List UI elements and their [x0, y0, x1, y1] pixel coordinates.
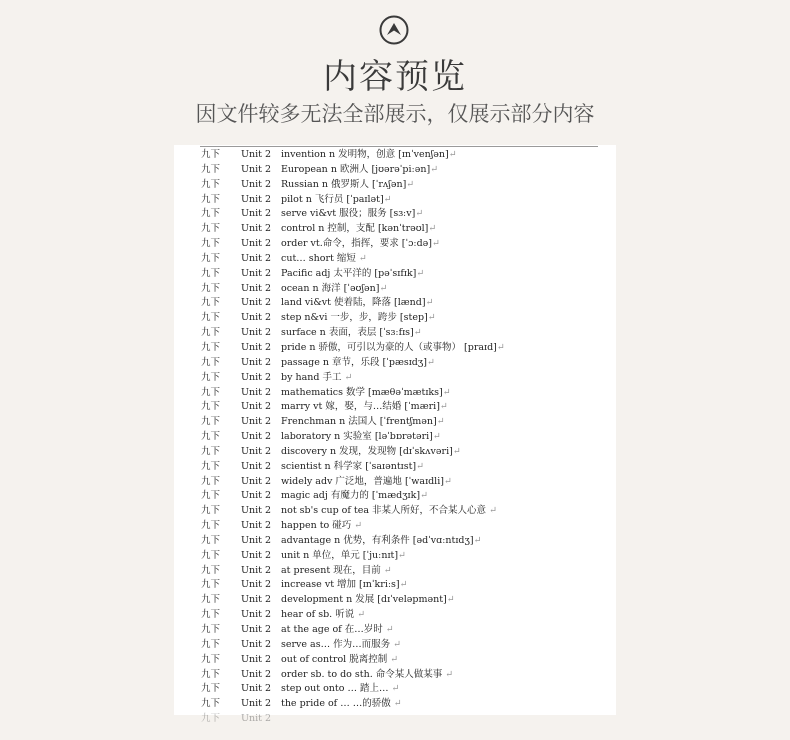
- grade-cell: 九下: [201, 505, 221, 517]
- entry-cell: [281, 237, 440, 252]
- page-title: 内容预览: [323, 57, 467, 97]
- unit-cell: Unit 2: [241, 238, 272, 250]
- paragraph-mark: ↵: [393, 698, 402, 710]
- table-row: [174, 267, 616, 282]
- unit-cell: Unit 2: [241, 416, 272, 428]
- unit-cell: Unit 2: [241, 520, 272, 532]
- table-row: [174, 400, 616, 415]
- entry-text: pride n 骄傲，可引以为豪的人（或事物） [praɪd]: [281, 341, 497, 353]
- table-row: [174, 386, 616, 401]
- unit-cell: Unit 2: [241, 223, 272, 235]
- table-row: [174, 623, 616, 638]
- paragraph-mark: ↵: [443, 475, 452, 487]
- entry-cell: [281, 252, 367, 267]
- grade-cell: 九下: [201, 252, 221, 264]
- grade-cell: 九下: [201, 534, 221, 546]
- entry-cell: [281, 371, 352, 386]
- grade-cell: 九下: [201, 713, 221, 725]
- entry-text: Pacific adj 太平洋的 [pəˈsɪfɪk]: [281, 267, 417, 279]
- grade-cell: 九下: [201, 163, 221, 175]
- table-row: [174, 489, 616, 504]
- grade-cell: 九下: [201, 638, 221, 650]
- grade-cell: 九下: [201, 327, 221, 339]
- caret-up-circle-icon: [379, 15, 409, 45]
- grade-cell: 九下: [201, 460, 221, 472]
- entry-cell: [281, 489, 428, 504]
- entry-text: step n&vi 一步，步，跨步 [step]: [281, 312, 428, 324]
- entry-text: surface n 表面，表层 [ˈsɜːfɪs]: [281, 327, 414, 339]
- entry-text: at the age of 在…岁时: [281, 624, 386, 635]
- paragraph-mark: ↵: [399, 579, 408, 591]
- grade-cell: 九下: [201, 490, 221, 502]
- table-row: [174, 564, 616, 579]
- entry-cell: [281, 430, 441, 445]
- paragraph-mark: ↵: [390, 653, 399, 665]
- entry-text: Frenchman n 法国人 [ˈfrentʃmən]: [281, 416, 437, 428]
- table-row: [174, 282, 616, 297]
- table-row: [174, 296, 616, 311]
- table-row: [174, 578, 616, 593]
- unit-cell: Unit 2: [241, 534, 272, 546]
- unit-cell: Unit 2: [241, 297, 272, 309]
- entry-cell: [281, 475, 452, 490]
- paragraph-mark: ↵: [344, 371, 353, 383]
- entry-text: passage n 章节，乐段 [ˈpæsɪdʒ]: [281, 356, 427, 368]
- table-row: [174, 593, 616, 608]
- paragraph-mark: ↵: [358, 252, 367, 264]
- entry-text: at present 现在，目前: [281, 564, 384, 576]
- entry-cell: [281, 519, 362, 534]
- unit-cell: Unit 2: [241, 609, 272, 621]
- table-row: [174, 252, 616, 267]
- grade-cell: 九下: [201, 356, 221, 368]
- unit-cell: Unit 2: [241, 698, 272, 710]
- grade-cell: 九下: [201, 386, 221, 398]
- unit-cell: Unit 2: [241, 312, 272, 324]
- entry-text: step out onto … 踏上…: [281, 683, 392, 695]
- paragraph-mark: ↵: [448, 149, 457, 160]
- grade-cell: 九下: [201, 549, 221, 561]
- unit-cell: Unit 2: [241, 341, 272, 353]
- unit-cell: Unit 2: [241, 356, 272, 368]
- paragraph-mark: ↵: [432, 431, 441, 443]
- paragraph-mark: ↵: [379, 282, 388, 294]
- table-row: [174, 608, 616, 623]
- table-row: [174, 653, 616, 668]
- entry-text: land vi&vt 使着陆，降落 [lænd]: [281, 297, 426, 309]
- unit-cell: Unit 2: [241, 564, 272, 576]
- entry-cell: [281, 638, 401, 653]
- table-row: [174, 697, 616, 712]
- grade-cell: 九下: [201, 341, 221, 353]
- entry-text: order sb. to do sth. 命令某人做某事: [281, 668, 446, 680]
- table-row: [174, 222, 616, 237]
- table-row: [174, 326, 616, 341]
- table-row: [174, 534, 616, 549]
- entry-cell: [281, 163, 438, 178]
- unit-cell: Unit 2: [241, 445, 272, 457]
- grade-cell: 九下: [201, 178, 221, 190]
- unit-cell: Unit 2: [241, 193, 272, 205]
- entry-cell: [281, 178, 414, 193]
- entry-text: by hand 手工: [281, 371, 345, 383]
- paragraph-mark: ↵: [393, 638, 402, 650]
- entry-text: development n 发展 [dɪˈveləpmənt]: [281, 594, 447, 606]
- paragraph-mark: ↵: [406, 178, 415, 190]
- entry-cell: [281, 653, 398, 668]
- grade-cell: 九下: [201, 193, 221, 205]
- document-preview: [174, 145, 616, 725]
- unit-cell: Unit 2: [241, 713, 272, 725]
- table-row: [174, 207, 616, 222]
- table-row: [174, 193, 616, 208]
- unit-cell: Unit 2: [241, 653, 272, 665]
- grade-cell: 九下: [201, 609, 221, 621]
- paragraph-mark: ↵: [439, 401, 448, 413]
- unit-cell: Unit 2: [241, 668, 272, 680]
- unit-cell: Unit 2: [241, 252, 272, 264]
- paragraph-mark: ↵: [354, 520, 363, 532]
- paragraph-mark: ↵: [496, 341, 505, 353]
- entry-cell: [281, 549, 406, 564]
- entry-text: order vt.命令，指挥，要求 [ˈɔːdə]: [281, 238, 432, 250]
- table-row: [174, 163, 616, 178]
- entry-text: advantage n 优势，有利条件 [ədˈvɑːntɪdʒ]: [281, 534, 474, 546]
- table-row: [174, 311, 616, 326]
- grade-cell: 九下: [201, 475, 221, 487]
- entry-text: cut… short 缩短: [281, 252, 359, 264]
- entry-text: the pride of … …的骄傲: [281, 698, 394, 710]
- entry-text: ocean n 海洋 [ˈəʊʃən]: [281, 282, 380, 294]
- entry-text: laboratory n 实验室 [ləˈbɒrətəri]: [281, 431, 433, 443]
- table-row: [174, 460, 616, 475]
- entry-text: mathematics 数学 [mæθəˈmætɪks]: [281, 386, 443, 398]
- grade-cell: 九下: [201, 579, 221, 591]
- paragraph-mark: ↵: [473, 534, 482, 546]
- paragraph-mark: ↵: [416, 460, 425, 472]
- entry-cell: [281, 534, 482, 549]
- grade-cell: 九下: [201, 445, 221, 457]
- entry-text: increase vt 增加 [ɪnˈkriːs]: [281, 579, 400, 591]
- entry-text: unit n 单位，单元 [ˈjuːnɪt]: [281, 549, 399, 561]
- paragraph-mark: ↵: [430, 163, 439, 175]
- unit-cell: Unit 2: [241, 327, 272, 339]
- unit-cell: Unit 2: [241, 490, 272, 502]
- grade-cell: 九下: [201, 520, 221, 532]
- grade-cell: 九下: [201, 683, 221, 695]
- unit-cell: Unit 2: [241, 371, 272, 383]
- paragraph-mark: ↵: [452, 445, 461, 457]
- table-row: [174, 356, 616, 371]
- entry-cell: [281, 282, 387, 297]
- entry-cell: [281, 193, 392, 208]
- grade-cell: 九下: [201, 297, 221, 309]
- entry-cell: [281, 682, 400, 697]
- table-row: [174, 415, 616, 430]
- entry-text: marry vt 嫁，娶，与…结婚 [ˈmæri]: [281, 401, 440, 413]
- paragraph-mark: ↵: [385, 624, 394, 635]
- grade-cell: 九下: [201, 668, 221, 680]
- table-row: [174, 341, 616, 356]
- entry-cell: [281, 341, 505, 356]
- entry-text: hear of sb. 听说: [281, 609, 358, 621]
- grade-cell: 九下: [201, 208, 221, 220]
- entry-cell: [281, 593, 455, 608]
- entry-cell: [281, 608, 365, 623]
- grade-cell: 九下: [201, 416, 221, 428]
- entry-cell: [281, 564, 392, 579]
- unit-cell: Unit 2: [241, 549, 272, 561]
- entry-cell: [281, 460, 424, 475]
- table-row: [174, 638, 616, 653]
- paragraph-mark: ↵: [445, 668, 454, 680]
- entry-text: serve vi&vt 服役；服务 [sɜːv]: [281, 208, 416, 220]
- entry-cell: [281, 668, 453, 683]
- entry-cell: [281, 504, 497, 519]
- unit-cell: Unit 2: [241, 624, 272, 635]
- grade-cell: 九下: [201, 312, 221, 324]
- entry-text: discovery n 发现，发现物 [dɪˈskʌvəri]: [281, 445, 453, 457]
- grade-cell: 九下: [201, 564, 221, 576]
- table-row: [174, 475, 616, 490]
- entry-cell: [281, 415, 445, 430]
- paragraph-mark: ↵: [436, 416, 445, 428]
- unit-cell: Unit 2: [241, 460, 272, 472]
- paragraph-mark: ↵: [415, 208, 424, 220]
- entry-text: magic adj 有魔力的 [ˈmædʒɪk]: [281, 490, 421, 502]
- table-row: [174, 712, 616, 727]
- paragraph-mark: ↵: [427, 312, 436, 324]
- table-row: [174, 430, 616, 445]
- unit-cell: Unit 2: [241, 475, 272, 487]
- paragraph-mark: ↵: [489, 505, 498, 517]
- entry-cell: [281, 386, 451, 401]
- paragraph-mark: ↵: [425, 297, 434, 309]
- entry-text: European n 欧洲人 [jʊərəˈpiːən]: [281, 163, 431, 175]
- entry-text: Russian n 俄罗斯人 [ˈrʌʃən]: [281, 178, 407, 190]
- paragraph-mark: ↵: [420, 490, 429, 502]
- entry-cell: [281, 578, 408, 593]
- paragraph-mark: ↵: [383, 193, 392, 205]
- entry-cell: [281, 311, 436, 326]
- unit-cell: Unit 2: [241, 579, 272, 591]
- table-row: [174, 148, 616, 163]
- grade-cell: 九下: [201, 149, 221, 160]
- entry-text: scientist n 科学家 [ˈsaɪəntɪst]: [281, 460, 417, 472]
- paragraph-mark: ↵: [398, 549, 407, 561]
- header-divider: [200, 146, 598, 147]
- grade-cell: 九下: [201, 371, 221, 383]
- unit-cell: Unit 2: [241, 638, 272, 650]
- table-row: [174, 371, 616, 386]
- entry-cell: [281, 148, 457, 163]
- paragraph-mark: ↵: [446, 594, 455, 606]
- unit-cell: Unit 2: [241, 594, 272, 606]
- entry-cell: [281, 400, 448, 415]
- entry-cell: [281, 222, 436, 237]
- grade-cell: 九下: [201, 238, 221, 250]
- paragraph-mark: ↵: [442, 386, 451, 398]
- grade-cell: 九下: [201, 401, 221, 413]
- grade-cell: 九下: [201, 653, 221, 665]
- paragraph-mark: ↵: [413, 327, 422, 339]
- paragraph-mark: ↵: [432, 238, 440, 250]
- entry-text: widely adv 广泛地，普遍地 [ˈwaɪdli]: [281, 475, 444, 487]
- table-row: [174, 178, 616, 193]
- paragraph-mark: ↵: [416, 267, 425, 279]
- entry-text: invention n 发明物，创意 [ɪnˈvenʃən]: [281, 149, 449, 160]
- paragraph-mark: ↵: [391, 683, 400, 695]
- grade-cell: 九下: [201, 267, 221, 279]
- entry-cell: [281, 326, 422, 341]
- table-row: [174, 668, 616, 683]
- vocabulary-list: [174, 148, 616, 727]
- entry-text: happen to 碰巧: [281, 520, 355, 532]
- grade-cell: 九下: [201, 282, 221, 294]
- entry-text: out of control 脱离控制: [281, 653, 391, 665]
- entry-text: control n 控制，支配 [kənˈtrəʊl]: [281, 223, 429, 235]
- entry-cell: [281, 296, 434, 311]
- paragraph-mark: ↵: [426, 356, 435, 368]
- table-row: [174, 237, 616, 252]
- unit-cell: Unit 2: [241, 267, 272, 279]
- entry-text: not sb's cup of tea 非某人所好，不合某人心意: [281, 505, 490, 517]
- grade-cell: 九下: [201, 431, 221, 443]
- grade-cell: 九下: [201, 698, 221, 710]
- entry-cell: [281, 445, 461, 460]
- unit-cell: Unit 2: [241, 163, 272, 175]
- table-row: [174, 682, 616, 697]
- unit-cell: Unit 2: [241, 149, 272, 160]
- table-row: [174, 519, 616, 534]
- unit-cell: Unit 2: [241, 282, 272, 294]
- unit-cell: Unit 2: [241, 505, 272, 517]
- paragraph-mark: ↵: [357, 609, 366, 621]
- unit-cell: Unit 2: [241, 386, 272, 398]
- entry-cell: [281, 267, 424, 282]
- table-row: [174, 445, 616, 460]
- grade-cell: 九下: [201, 624, 221, 635]
- entry-cell: [281, 207, 423, 222]
- entry-cell: [281, 623, 394, 638]
- unit-cell: Unit 2: [241, 178, 272, 190]
- unit-cell: Unit 2: [241, 683, 272, 695]
- paragraph-mark: ↵: [428, 223, 437, 235]
- grade-cell: 九下: [201, 594, 221, 606]
- entry-cell: [281, 697, 402, 712]
- unit-cell: Unit 2: [241, 401, 272, 413]
- paragraph-mark: ↵: [383, 564, 392, 576]
- table-row: [174, 549, 616, 564]
- entry-text: serve as… 作为…而服务: [281, 638, 394, 650]
- table-row: [174, 504, 616, 519]
- entry-text: pilot n 飞行员 [ˈpaɪlət]: [281, 193, 384, 205]
- page-subtitle: 因文件较多无法全部展示，仅展示部分内容: [195, 102, 595, 126]
- unit-cell: Unit 2: [241, 208, 272, 220]
- unit-cell: Unit 2: [241, 431, 272, 443]
- entry-cell: [281, 356, 435, 371]
- grade-cell: 九下: [201, 223, 221, 235]
